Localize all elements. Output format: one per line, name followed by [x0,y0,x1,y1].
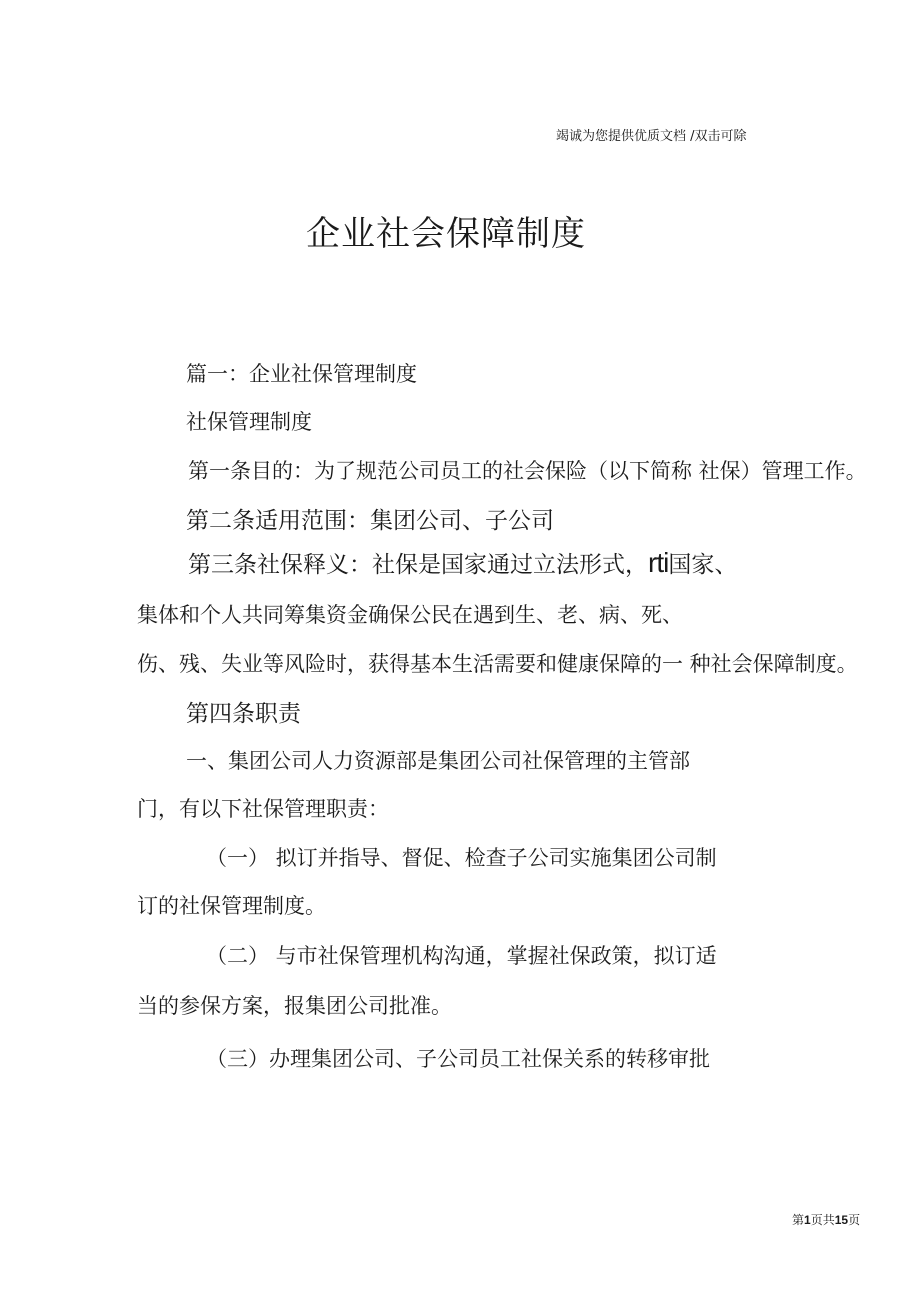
footer-middle: 页共 [810,1213,835,1227]
paragraph-line: 第一条目的：为了规范公司员工的社会保险（以下简称 社保）管理工作。 [188,459,867,483]
paragraph-line: （二） 与市社保管理机构沟通，掌握社保政策，拟订适 [206,944,717,968]
paragraph-line: 集体和个人共同筹集资金确保公民在遇到生、老、病、死、 [137,603,683,627]
paragraph-line: 当的参保方案，报集团公司批准。 [137,994,452,1018]
footer-suffix: 页 [848,1213,861,1227]
paragraph-line: 第二条适用范围：集团公司、子公司 [186,508,554,534]
total-pages-number: 15 [834,1213,849,1227]
header-note: 竭诚为您提供优质文档 /双击可除 [556,129,747,144]
current-page-number: 1 [804,1213,811,1227]
paragraph-line: 门，有以下社保管理职责： [137,797,389,821]
footer-prefix: 第 [792,1213,805,1227]
paragraph-line: 一、集团公司人力资源部是集团公司社保管理的主管部 [186,749,690,773]
article-3-line [188,546,737,579]
paragraph-line: （三）办理集团公司、子公司员工社保关系的转移审批 [206,1047,710,1071]
paragraph-line: 社保管理制度 [186,410,312,434]
article-3-text-end: 国家、 [668,552,738,578]
document-title: 企业社会保障制度 [306,214,586,254]
paragraph-line: （一） 拟订并指导、督促、检查子公司实施集团公司制 [206,846,717,870]
paragraph-line: 伤、残、失业等风险时，获得基本生活需要和健康保障的一 种社会保障制度。 [137,652,858,676]
paragraph-line: 第四条职责 [186,701,301,727]
page-footer [792,1211,860,1228]
article-3-text: 第三条社保释义：社保是国家通过立法形式， [188,552,648,578]
paragraph-line: 篇一：企业社保管理制度 [186,362,417,386]
article-3-fragment: rti [648,547,669,578]
paragraph-line: 订的社保管理制度。 [137,894,326,918]
